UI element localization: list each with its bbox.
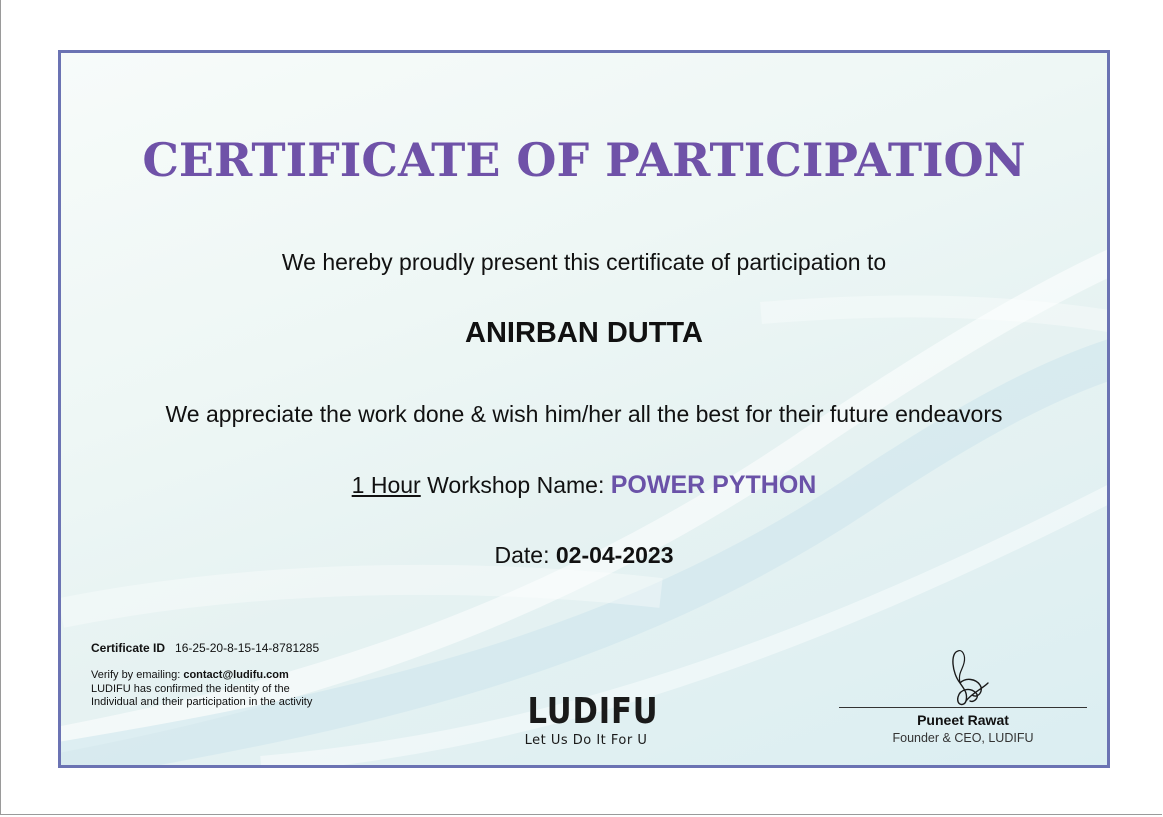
certificate [58,50,1110,768]
verify-note: LUDIFU has confirmed the identity of the Individual and their participation in the activity [91,682,313,708]
logo-tagline: Let Us Do It For U [524,733,648,748]
signer-name: Puneet Rawat [917,712,1009,728]
workshop-name: POWER PYTHON [610,471,817,499]
recipient-name: ANIRBAN DUTTA [465,317,703,349]
signer-title: Founder & CEO, LUDIFU [892,731,1034,745]
verify-email: contact@ludifu.com [183,669,289,681]
date-label: Date: [494,542,556,568]
workshop-label: Workshop Name: [420,472,611,498]
certificate-title: CERTIFICATE OF PARTICIPATION [142,133,1026,187]
date-value: 02-04-2023 [555,542,674,568]
date-line [61,542,1107,569]
workshop-line [61,471,1107,500]
signature-line [839,707,1087,708]
signature-image [936,643,996,713]
verify-label: Verify by emailing: [91,669,184,681]
certificate-id-label: Certificate ID [91,641,166,655]
verification-note [91,669,331,710]
workshop-duration: 1 Hour [351,472,421,498]
ludifu-logo [516,691,659,748]
logo-wordmark: LUDIFU [527,691,659,732]
appreciation-text: We appreciate the work done & wish him/her all the best for their future endeavors [165,401,1003,427]
certificate-id [91,641,319,655]
certificate-id-value: 16-25-20-8-15-14-8781285 [175,641,320,655]
presented-text: We hereby proudly present this certificate of participation to [281,249,887,275]
